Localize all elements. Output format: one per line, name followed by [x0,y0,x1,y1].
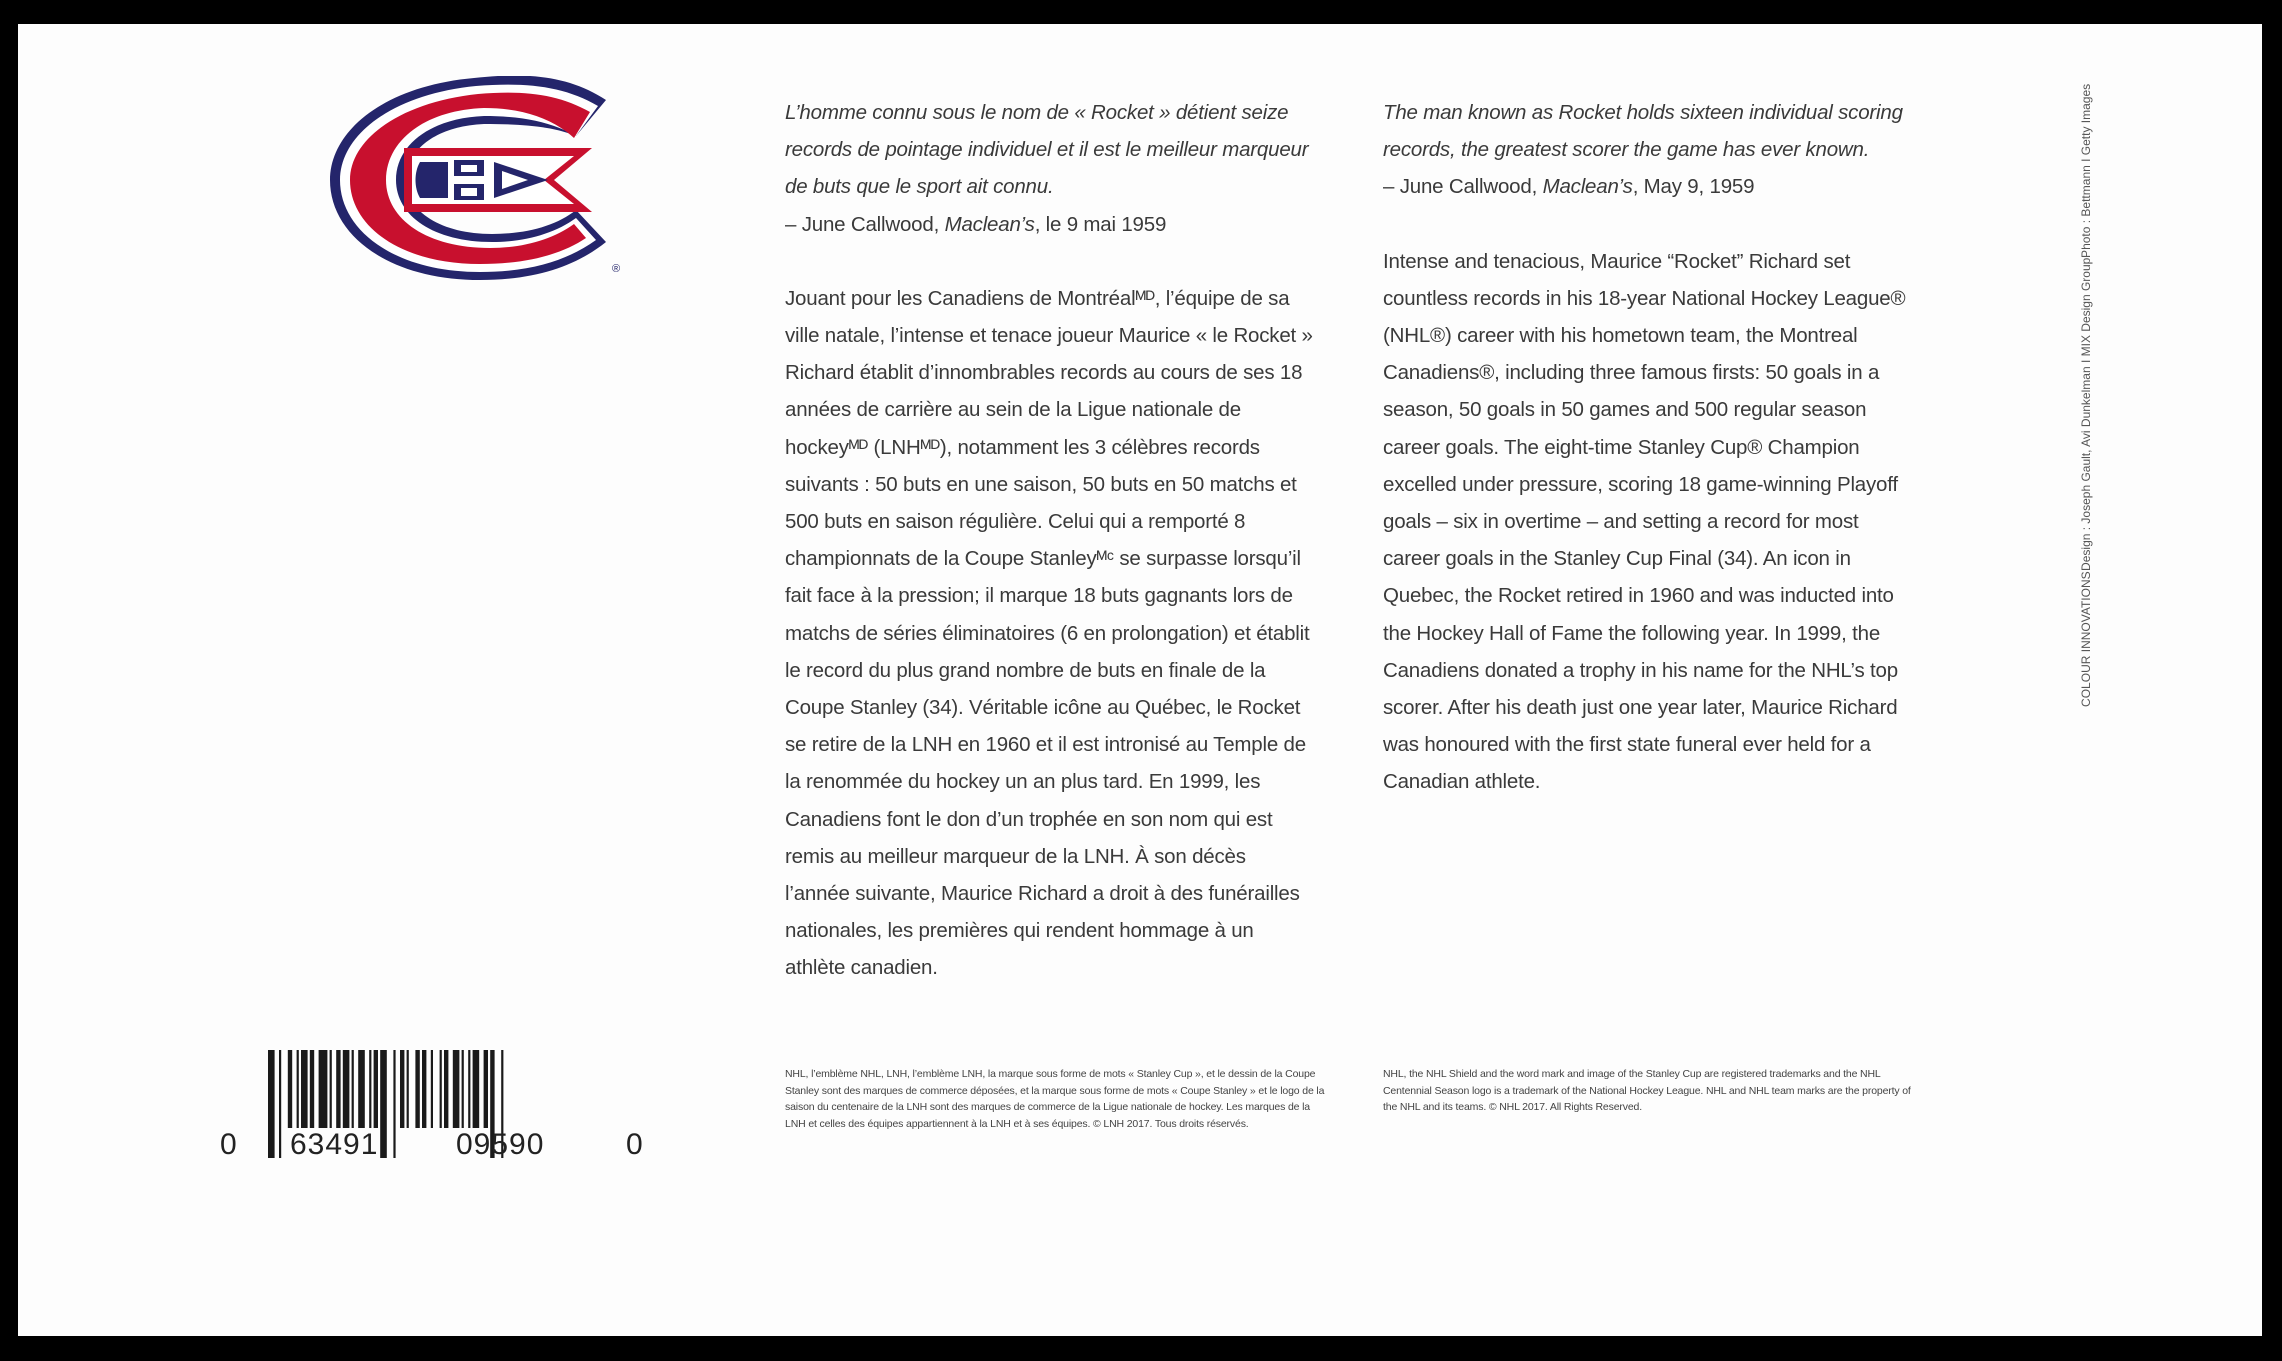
barcode-bar [288,1050,292,1128]
barcode-bar [407,1050,409,1128]
barcode-bar [422,1050,426,1128]
barcode-bar [393,1050,395,1158]
french-text-column [785,94,1315,1024]
barcode-bar [319,1050,328,1128]
barcode-bar [336,1050,340,1128]
barcode-bar [374,1050,378,1128]
barcode-bar [330,1050,332,1128]
barcode-bar [358,1050,365,1128]
barcode-bar [301,1050,308,1128]
french-attribution: – June Callwood, Maclean’s, le 9 mai 1959 [785,212,1167,236]
barcode-bar [279,1050,281,1158]
barcode-bar [268,1050,275,1158]
barcode-bar [400,1050,404,1128]
english-legal-notice: NHL, the NHL Shield and the word mark and image of the Stanley Cup are registered trademarks and the NHL Centennial Season logo is a trademark of the National Hockey League. NHL and NHL team marks are the property of the NHL and its teams. © NHL 2017. All Rights Reserved. [1383,1068,1911,1113]
canadiens-logo [324,76,626,284]
french-legal-notice: NHL, l’emblème NHL, LNH, l’emblème LNH, la marque sous forme de mots « Stanley Cup », et le dessin de la Coupe Stanley sont des marques de commerce déposées, et la marque sous forme de mots « Coupe Stanley » et le logo de la saison du centenaire de la LNH sont des marques de commerce de la Ligue nationale de hockey. Les marques de la LNH et celles des équipes appartiennent à la LNH et à ses équipes. © LNH 2017. Tous droits réservés. [785,1068,1325,1130]
barcode-bar [484,1050,488,1128]
barcode-last-digit: 0 [626,1128,644,1161]
registered-mark: ® [612,263,621,275]
credit-design: Design : Joseph Gault, Avi Dunkelman I MIX Design Group [2079,258,2093,572]
english-body: Intense and tenacious, Maurice “Rocket” Richard set countless records in his 18-year National Hockey League® (NHL®) career with his hometown team, the Montreal Canadiens®, including three famous firsts: 50 goals in a season, 50 goals in 50 games and 500 regular season career goals. The eight-time Stanley Cup® Champion excelled under pressure, scoring 18 game-winning Playoff goals – six in overtime – and setting a record for most career goals in the Stanley Cup Final (34). An icon in Quebec, the Rocket retired in 1960 and was inducted into the Hockey Hall of Fame the following year. In 1999, the Canadiens donated a trophy in his name for the NHL’s top scorer. After his death just one year later, Maurice Richard was honoured with the first state funeral ever held for a Canadian athlete. [1383,249,1906,794]
barcode-right-group: 09590 [456,1128,545,1161]
envelope-back [18,24,2262,1336]
upc-barcode [218,1050,678,1170]
french-quote: L’homme connu sous le nom de « Rocket » détient seize records de pointage individuel et il est le meilleur marqueur de buts que le sport ait connu. [785,101,1309,199]
barcode-bar [380,1050,387,1158]
barcode-bar [444,1050,448,1128]
credit-printer: COLOUR INNOVATIONS [2079,571,2093,707]
credit-photo: Photo : Bettmann I Getty Images [2079,84,2093,259]
barcode-bar [310,1050,314,1128]
barcode-bar [468,1050,470,1128]
barcode-bar [453,1050,460,1128]
barcode-bar [473,1050,480,1128]
barcode-bar [431,1050,433,1128]
barcode-bar [352,1050,354,1128]
english-attribution: – June Callwood, Maclean’s, May 9, 1959 [1383,175,1755,199]
barcode-bar [297,1050,299,1128]
design-credits [2078,84,2095,707]
barcode-bar [369,1050,371,1128]
barcode-bar [462,1050,464,1128]
barcode-bar [343,1050,350,1128]
barcode-bar [440,1050,442,1128]
barcode-left-group: 63491 [290,1128,379,1161]
english-text-column [1383,94,1913,838]
barcode-bar [415,1050,419,1128]
barcode-first-digit: 0 [220,1128,238,1161]
french-body: Jouant pour les Canadiens de Montréalᴹᴰ, l’équipe de sa ville natale, l’intense et tenace joueur Maurice « le Rocket » Richard établit d’innombrables records au cours de ses 18 années de carrière au sein de la Ligue nationale de hockeyᴹᴰ (LNHᴹᴰ), notamment les 3 célèbres records suivants : 50 buts en une saison, 50 buts en 50 matchs et 500 buts en saison régulière. Celui qui a remporté 8 championnats de la Coupe Stanleyᴹᶜ se surpasse lorsqu’il fait face à la pression; il marque 18 buts gagnants lors de matchs de séries éliminatoires (6 en prolongation) et établit le record du plus grand nombre de buts en finale de la Coupe Stanley (34). Véritable icône au Québec, le Rocket se retire de la LNH en 1960 et il est intronisé au Temple de la renommée du hockey un an plus tard. En 1999, les Canadiens font le don d’un trophée en son nom qui est remis au meilleur marqueur de la LNH. À son décès l’année suivante, Maurice Richard a droit à des funérailles nationales, les premières qui rendent hommage à un athlète canadien. [785,286,1313,980]
english-quote: The man known as Rocket holds sixteen individual scoring records, the greatest scorer the game has ever known. [1383,101,1903,162]
